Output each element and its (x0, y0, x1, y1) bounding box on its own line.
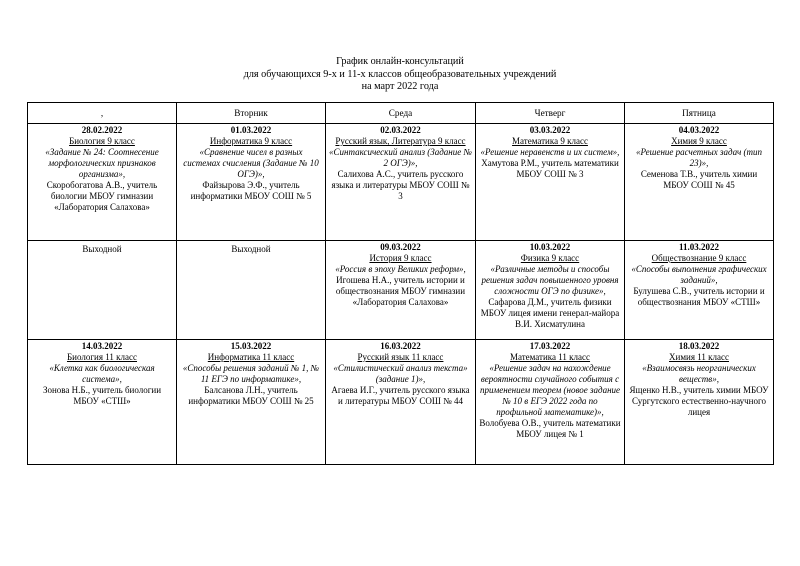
table-row (28, 124, 774, 241)
date: 15.03.2022 (230, 341, 272, 351)
topic: «Способы выполнения графических заданий», (631, 264, 767, 285)
consultation-cell (476, 241, 625, 340)
consultation-cell (177, 340, 326, 465)
table-header-row (28, 103, 774, 124)
header-cell: Вторник (177, 103, 326, 124)
teacher: Булушева С.В., учитель истории и обществознания МБОУ «СТШ» (633, 286, 765, 307)
consultation-cell (326, 124, 476, 241)
consultation-cell (476, 124, 625, 241)
day-off-cell (177, 241, 326, 340)
teacher: Зонова Н.Б., учитель биологии МБОУ «СТШ» (42, 385, 162, 406)
topic: «Решение расчетных задач (тип 23)», (636, 147, 762, 168)
header-cell: Пятница (625, 103, 774, 124)
header-cell: Четверг (476, 103, 625, 124)
date: 17.03.2022 (529, 341, 571, 351)
topic: «Синтаксический анализ (Задание № 2 ОГЭ)», (329, 147, 472, 168)
topic: «Сравнение чисел в разных системах счисления (Задание № 10 ОГЭ)», (183, 147, 319, 179)
teacher: Ященко Н.В., учитель химии МБОУ Сургутского естественно-научного лицея (629, 385, 769, 417)
date: 04.03.2022 (678, 125, 720, 135)
consultation-cell (625, 241, 774, 340)
consultation-schedule-table (27, 102, 774, 465)
subject: Химия 11 класс (669, 352, 729, 362)
topic: «Различные методы и способы решения задач повышенного уровня сложности ОГЭ по физике», (481, 264, 619, 296)
topic: «Способы решения заданий № 1, № 11 ЕГЭ по информатике», (182, 363, 320, 384)
subject: Русский язык 11 класс (357, 352, 444, 362)
subject: Биология 9 класс (69, 136, 135, 146)
consultation-cell (625, 340, 774, 465)
topic: «Задание № 24: Соотнесение морфологических признаков организма», (45, 147, 159, 179)
consultation-cell (326, 241, 476, 340)
date: 28.02.2022 (81, 125, 123, 135)
teacher: Сафарова Д.М., учитель физики МБОУ лицея имени генерал-майора В.И. Хисматулина (480, 297, 620, 329)
date: 01.03.2022 (230, 125, 272, 135)
teacher: Игошева Н.А., учитель истории и обществознания МБОУ гимназии «Лаборатория Салахова» (335, 275, 466, 307)
subject: Информатика 11 класс (207, 352, 295, 362)
date: 02.03.2022 (380, 125, 421, 135)
date: 03.03.2022 (529, 125, 571, 135)
topic: «Взаимосвязь неорганических веществ», (642, 363, 756, 384)
title-line-2: для обучающихся 9-х и 11-х классов общеобразовательных учреждений (243, 68, 557, 80)
subject: Химия 9 класс (671, 136, 727, 146)
subject: Русский язык, Литература 9 класс (335, 136, 466, 146)
teacher: Хамутова Р.М., учитель математики МБОУ СОШ № 3 (481, 158, 619, 179)
consultation-cell (177, 124, 326, 241)
date: 18.03.2022 (678, 341, 720, 351)
teacher: Волобуева О.В., учитель математики МБОУ лицея № 1 (479, 418, 621, 439)
date: 16.03.2022 (380, 341, 421, 351)
day-off-cell (28, 241, 177, 340)
teacher: Семенова Т.В., учитель химии МБОУ СОШ № 45 (640, 169, 758, 190)
teacher: Скоробогатова А.В., учитель биологии МБОУ гимназии «Лаборатория Салахова» (46, 180, 158, 212)
consultation-cell (476, 340, 625, 465)
teacher: Агаева И.Г., учитель русского языка и литературы МБОУ СОШ № 44 (331, 385, 470, 406)
topic: «Стилистический анализ текста» (задание 1)», (333, 363, 468, 384)
document-title (0, 56, 800, 94)
title-line-3: на март 2022 года (361, 81, 439, 92)
topic: «Россия в эпоху Великих реформ», (335, 264, 466, 274)
subject: Математика 11 класс (509, 352, 591, 362)
day-off-label: Выходной (231, 244, 271, 254)
header-cell: Среда (326, 103, 476, 124)
subject: Биология 11 класс (66, 352, 138, 362)
subject: Информатика 9 класс (209, 136, 293, 146)
subject: История 9 класс (369, 253, 432, 263)
topic: «Решение неравенств и их систем», (480, 147, 620, 157)
subject: Математика 9 класс (512, 136, 588, 146)
consultation-cell (28, 340, 177, 465)
consultation-cell (625, 124, 774, 241)
header-cell: , (28, 103, 177, 124)
subject: Физика 9 класс (520, 253, 580, 263)
subject: Обществознание 9 класс (651, 253, 747, 263)
date: 09.03.2022 (380, 242, 421, 252)
topic: «Клетка как биологическая система», (49, 363, 155, 384)
consultation-cell (28, 124, 177, 241)
title-line-1: График онлайн-консультаций (336, 56, 464, 67)
date: 14.03.2022 (81, 341, 123, 351)
teacher: Балсанова Л.Н., учитель информатики МБОУ СОШ № 25 (188, 385, 314, 406)
teacher: Салихова А.С., учитель русского языка и литературы МБОУ СОШ № 3 (331, 169, 470, 201)
date: 10.03.2022 (529, 242, 571, 252)
teacher: Файзырова Э.Ф., учитель информатики МБОУ СОШ № 5 (190, 180, 312, 201)
date: 11.03.2022 (678, 242, 719, 252)
table-row (28, 241, 774, 340)
table-row (28, 340, 774, 465)
consultation-cell (326, 340, 476, 465)
topic: «Решение задач на нахождение вероятности случайного события с применением теорем (новое задание № 10 в ЕГЭ 2022 года по профильной математике)», (479, 363, 621, 417)
day-off-label: Выходной (82, 244, 122, 254)
